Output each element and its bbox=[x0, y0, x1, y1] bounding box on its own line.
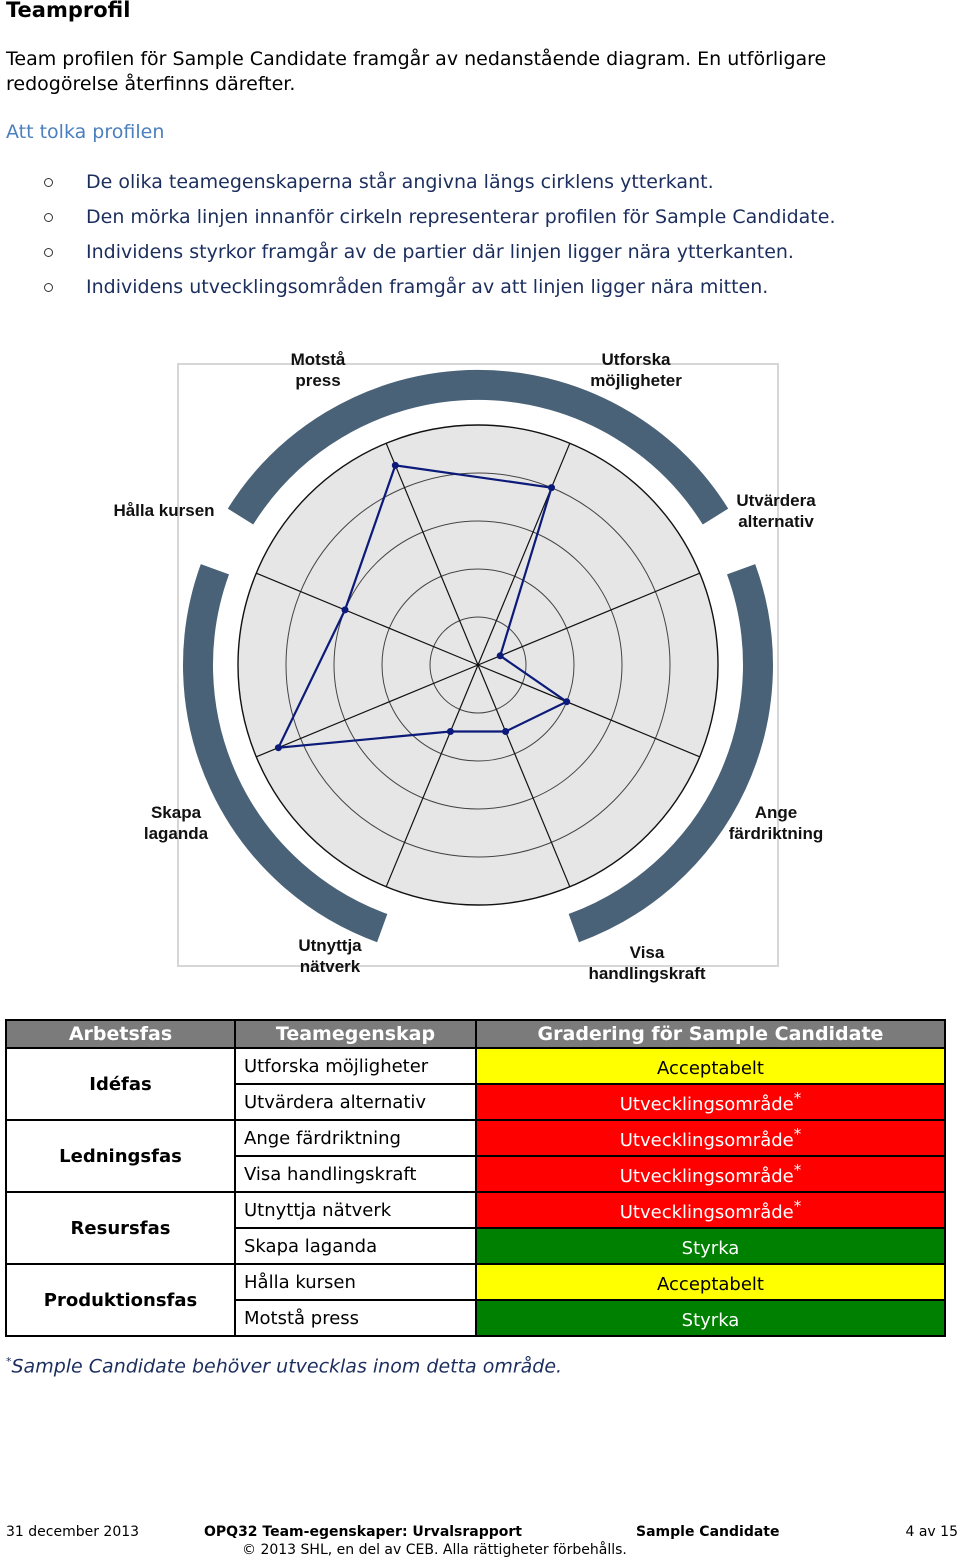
rating-cell: Utvecklingsområde* bbox=[476, 1120, 945, 1156]
rating-cell: Utvecklingsområde* bbox=[476, 1192, 945, 1228]
axis-label: färdriktning bbox=[728, 824, 824, 843]
property-cell: Utvärdera alternativ bbox=[235, 1084, 476, 1120]
grading-table bbox=[5, 1019, 946, 1337]
rating-cell: Styrka bbox=[476, 1228, 945, 1264]
profile-point bbox=[497, 652, 504, 659]
table-row bbox=[6, 1120, 945, 1156]
property-cell: Skapa laganda bbox=[235, 1228, 476, 1264]
property-cell: Motstå press bbox=[235, 1300, 476, 1336]
rating-cell: Utvecklingsområde* bbox=[476, 1156, 945, 1192]
axis-label: Skapa bbox=[150, 803, 202, 822]
profile-point bbox=[502, 728, 509, 735]
axis-label: Hålla kursen bbox=[113, 501, 215, 520]
profile-point bbox=[342, 606, 349, 613]
section-heading: Att tolka profilen bbox=[6, 121, 165, 143]
bullet-icon bbox=[44, 248, 53, 257]
team-radar-chart bbox=[0, 340, 960, 1000]
header-rating: Gradering för Sample Candidate bbox=[476, 1020, 945, 1048]
axis-label: möjligheter bbox=[590, 371, 682, 390]
axis-label: nätverk bbox=[299, 957, 361, 976]
table-row bbox=[6, 1264, 945, 1300]
rating-cell: Utvecklingsområde* bbox=[476, 1084, 945, 1120]
page-title: Teamprofil bbox=[6, 0, 131, 22]
profile-point bbox=[447, 728, 454, 735]
axis-label: handlingskraft bbox=[588, 964, 706, 983]
axis-label: press bbox=[295, 371, 341, 390]
bullet-icon bbox=[44, 213, 53, 222]
rating-cell: Acceptabelt bbox=[476, 1264, 945, 1300]
bullet-icon bbox=[44, 283, 53, 292]
footer-page-number: 4 av 15 bbox=[905, 1524, 958, 1540]
profile-point bbox=[548, 484, 555, 491]
phase-cell: Resursfas bbox=[6, 1192, 235, 1264]
phase-cell: Ledningsfas bbox=[6, 1120, 235, 1192]
footnote: *Sample Candidate behöver utvecklas inom detta område. bbox=[6, 1355, 563, 1378]
table-row bbox=[6, 1192, 945, 1228]
table-row bbox=[6, 1048, 945, 1084]
bullet-item: Individens styrkor framgår av de partier där linjen ligger nära ytterkanten. bbox=[40, 238, 836, 273]
axis-label: laganda bbox=[143, 824, 209, 843]
bullet-item: De olika teamegenskaperna står angivna längs cirklens ytterkant. bbox=[40, 168, 836, 203]
property-cell: Ange färdriktning bbox=[235, 1120, 476, 1156]
axis-label: alternativ bbox=[738, 512, 814, 531]
axis-label: Utnyttja bbox=[298, 936, 362, 955]
header-property: Teamegenskap bbox=[235, 1020, 476, 1048]
intro-text: Team profilen för Sample Candidate framgår av nedanstående diagram. En utförligare redogörelse återfinns därefter. bbox=[6, 48, 827, 95]
footer-date: 31 december 2013 bbox=[6, 1524, 140, 1540]
bullet-item: Den mörka linjen innanför cirkeln representerar profilen för Sample Candidate. bbox=[40, 203, 836, 238]
rating-cell: Styrka bbox=[476, 1300, 945, 1336]
axis-label: Utvärdera bbox=[736, 491, 816, 510]
profile-point bbox=[275, 744, 282, 751]
property-cell: Hålla kursen bbox=[235, 1264, 476, 1300]
bullet-list bbox=[40, 168, 836, 308]
table-header-row bbox=[6, 1020, 945, 1048]
axis-label: Ange bbox=[754, 803, 798, 822]
header-phase: Arbetsfas bbox=[6, 1020, 235, 1048]
footer-candidate: Sample Candidate bbox=[636, 1524, 780, 1540]
axis-label: Visa bbox=[629, 943, 665, 962]
bullet-item: Individens utvecklingsområden framgår av att linjen ligger nära mitten. bbox=[40, 273, 836, 308]
phase-cell: Idéfas bbox=[6, 1048, 235, 1120]
axis-label: Utforska bbox=[601, 350, 671, 369]
phase-cell: Produktionsfas bbox=[6, 1264, 235, 1336]
property-cell: Utnyttja nätverk bbox=[235, 1192, 476, 1228]
footer-report-title: OPQ32 Team-egenskaper: Urvalsrapport bbox=[204, 1524, 523, 1540]
profile-point bbox=[563, 698, 570, 705]
property-cell: Utforska möjligheter bbox=[235, 1048, 476, 1084]
rating-cell: Acceptabelt bbox=[476, 1048, 945, 1084]
footer-copyright: © 2013 SHL, en del av CEB. Alla rättigheter förbehålls. bbox=[242, 1542, 627, 1558]
axis-label: Motstå bbox=[290, 350, 346, 369]
bullet-icon bbox=[44, 178, 53, 187]
property-cell: Visa handlingskraft bbox=[235, 1156, 476, 1192]
profile-point bbox=[392, 462, 399, 469]
